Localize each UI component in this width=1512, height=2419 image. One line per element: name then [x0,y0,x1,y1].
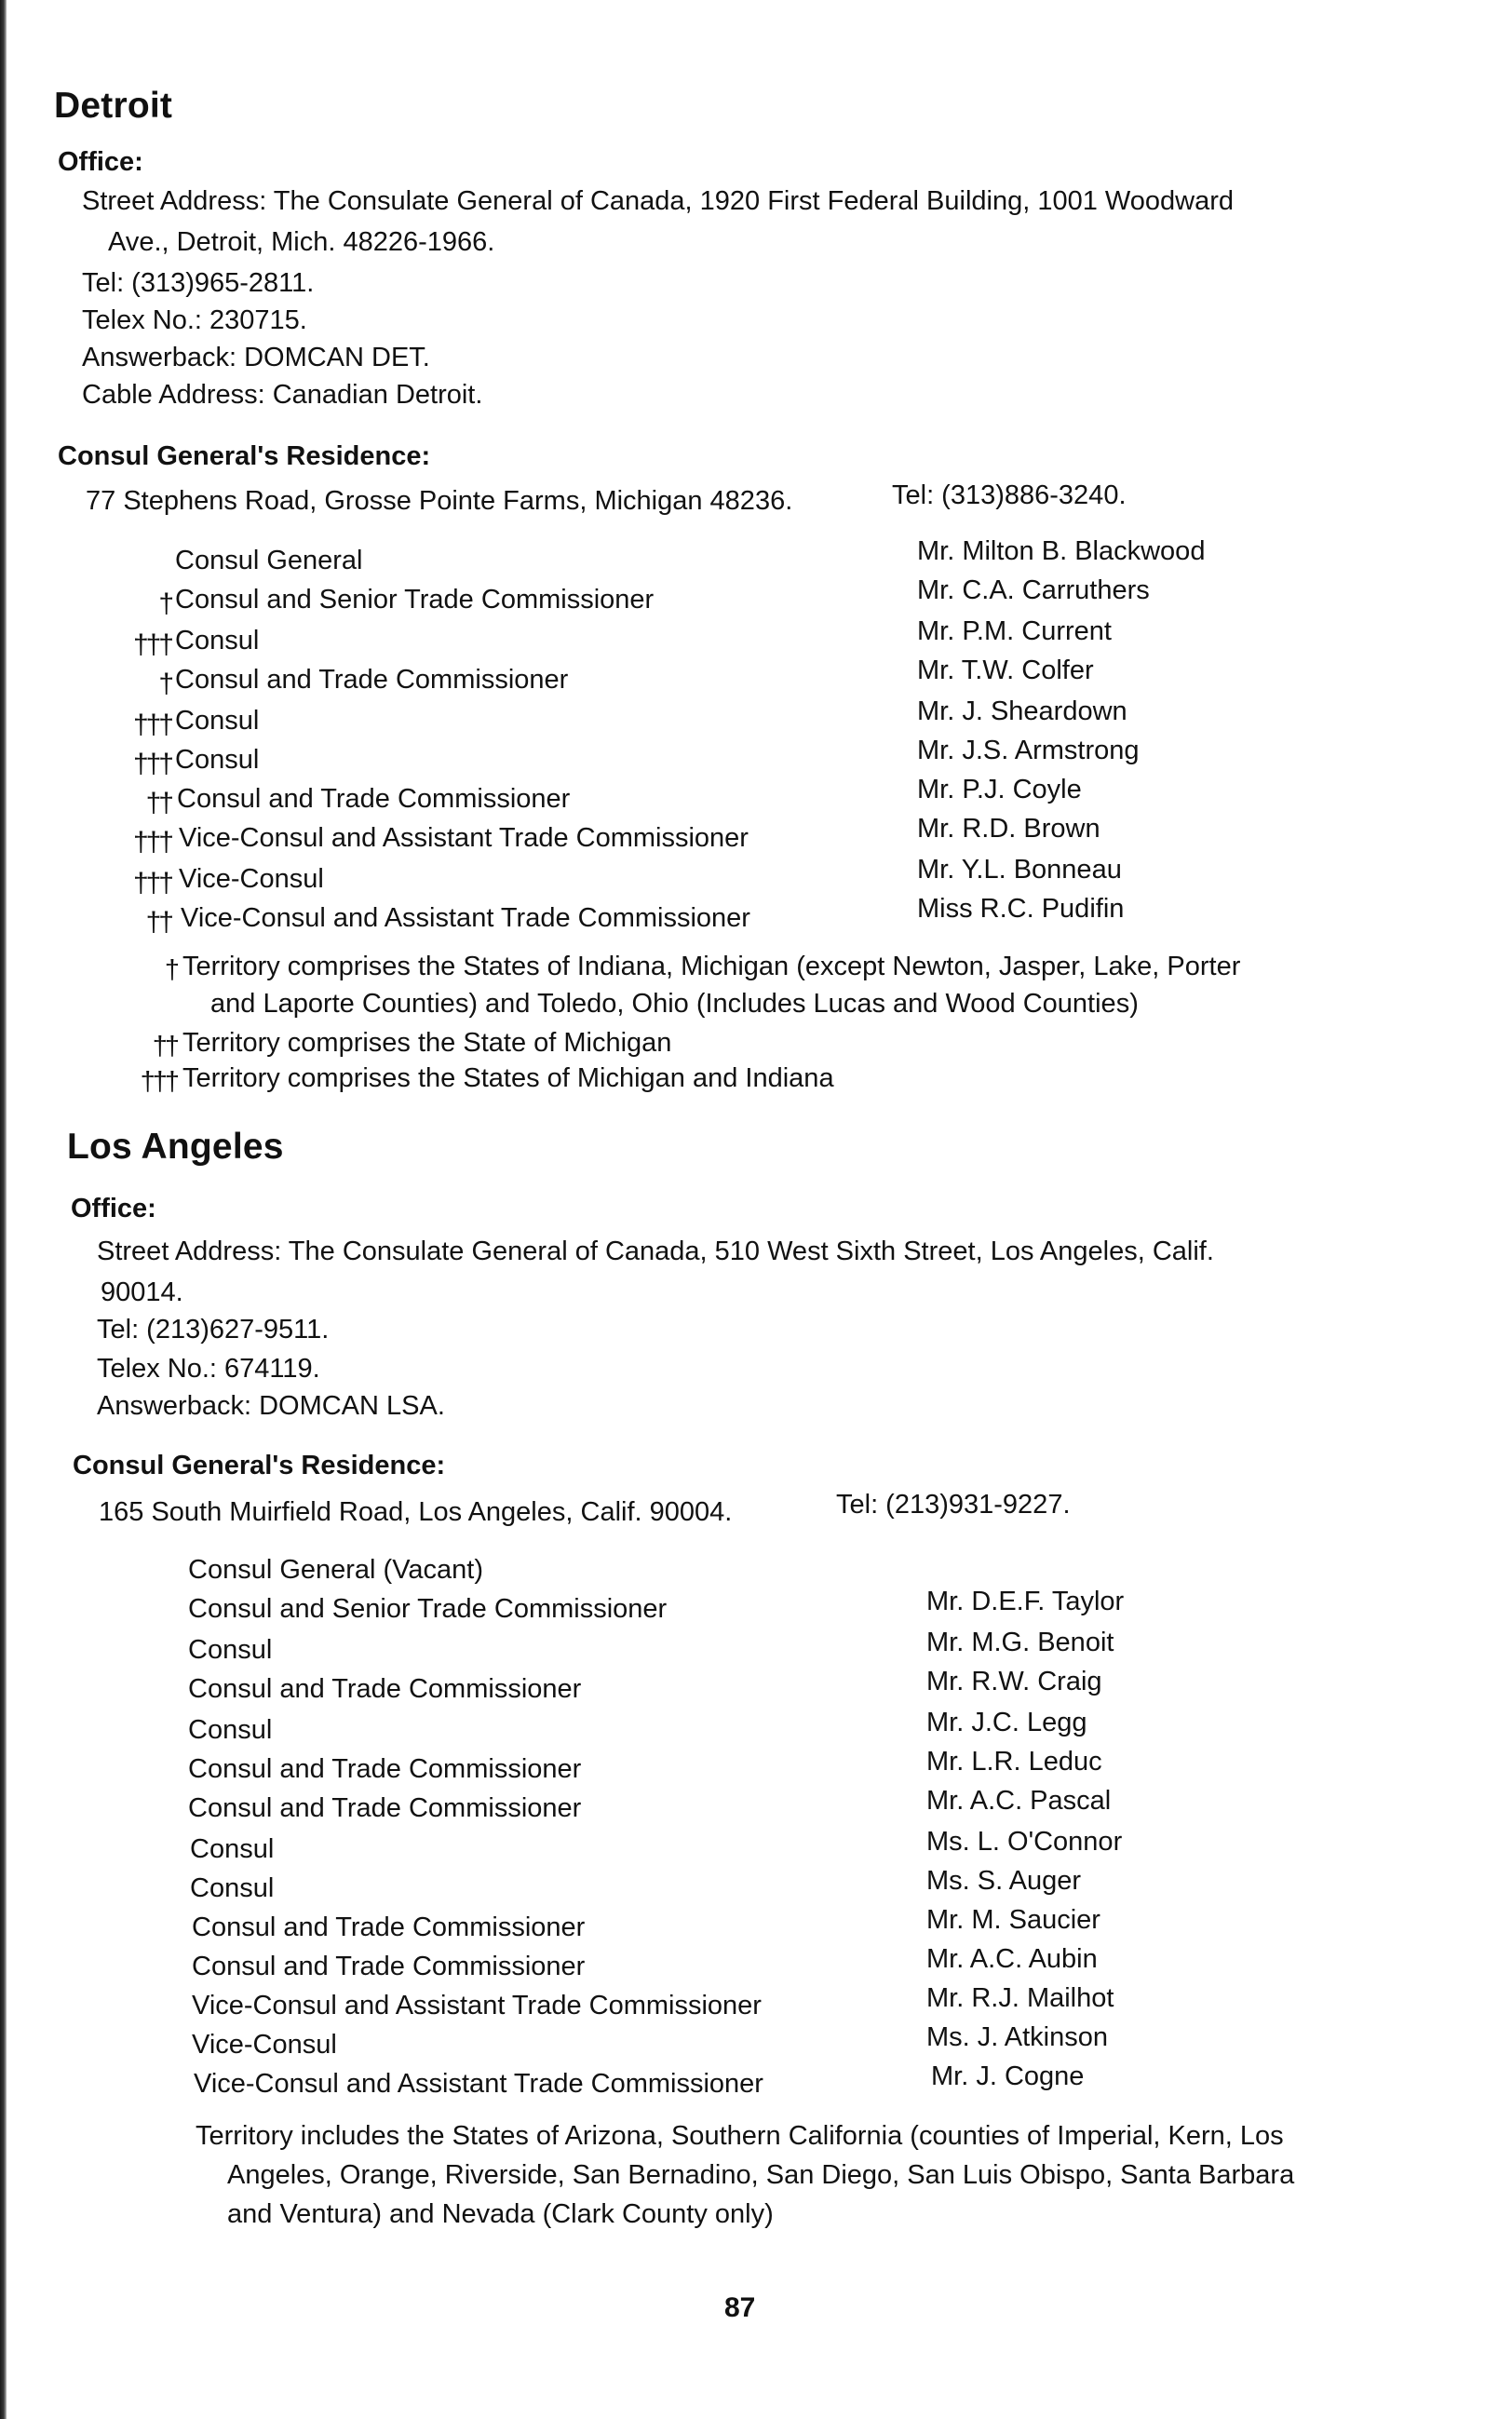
staff-role: Consul and Trade Commissioner [177,784,571,814]
la-residence-address: 165 South Muirfield Road, Los Angeles, Calif. 90004. [99,1497,733,1527]
staff-name: Mr. J. Cogne [931,2061,1085,2091]
footnote-mark: ††† [132,868,171,899]
footnote-mark: †† [152,1032,177,1061]
staff-name: Mr. J.S. Armstrong [917,736,1140,765]
staff-role: Consul and Trade Commissioner [192,1952,586,1981]
staff-name: Miss R.C. Pudifin [917,894,1125,924]
staff-role: Consul and Trade Commissioner [175,665,569,695]
staff-role: Consul and Trade Commissioner [188,1793,582,1823]
city-heading-los-angeles: Los Angeles [67,1127,284,1167]
footnote-mark: ††† [132,749,171,779]
staff-role: Vice-Consul [192,2030,337,2060]
la-territory-line: Territory includes the States of Arizona, Southern California (counties of Imperial, Kern, Los [196,2121,1284,2151]
staff-name: Mr. M. Saucier [926,1905,1100,1935]
staff-role: Consul and Trade Commissioner [188,1674,582,1704]
page-number: 87 [724,2292,756,2323]
staff-name: Mr. R.W. Craig [926,1667,1102,1696]
staff-role: Consul [188,1635,273,1665]
staff-role: Consul [188,1715,273,1745]
staff-role: Consul [175,706,260,736]
footnote-mark: † [158,588,171,619]
la-territory-line: Angeles, Orange, Riverside, San Bernadino, San Diego, San Luis Obispo, Santa Barbara [227,2160,1295,2190]
footnote-text: Territory comprises the State of Michigan [182,1028,672,1058]
staff-name: Ms. J. Atkinson [926,2022,1109,2052]
staff-name: Mr. R.J. Mailhot [926,1983,1114,2013]
detroit-residence-address: 77 Stephens Road, Grosse Pointe Farms, Michigan 48236. [86,486,793,516]
la-office-line: Answerback: DOMCAN LSA. [97,1391,445,1421]
staff-name: Mr. T.W. Colfer [917,655,1094,685]
la-residence-label: Consul General's Residence: [73,1451,446,1480]
staff-role: Consul [175,626,260,655]
staff-name: Mr. Y.L. Bonneau [917,855,1122,885]
footnote-mark: ††† [132,629,171,660]
staff-role: Consul [190,1873,275,1903]
detroit-office-line: Street Address: The Consulate General of Canada, 1920 First Federal Building, 1001 Woodward [82,186,1234,216]
footnote-mark: † [164,955,177,985]
staff-role: Consul and Senior Trade Commissioner [188,1594,668,1624]
detroit-residence-label: Consul General's Residence: [58,441,431,471]
staff-name: Mr. A.C. Aubin [926,1944,1098,1974]
staff-name: Ms. L. O'Connor [926,1827,1123,1857]
staff-role: Consul [190,1834,275,1864]
staff-role: Vice-Consul [179,864,324,894]
detroit-office-line: Cable Address: Canadian Detroit. [82,380,483,410]
la-residence-tel: Tel: (213)931-9227. [836,1490,1071,1520]
staff-name: Mr. C.A. Carruthers [917,575,1150,605]
detroit-residence-tel: Tel: (313)886-3240. [892,480,1127,510]
staff-role: Consul and Trade Commissioner [188,1754,582,1784]
detroit-office-label: Office: [58,147,143,177]
staff-role: Vice-Consul and Assistant Trade Commissioner [179,823,749,853]
staff-name: Mr. Milton B. Blackwood [917,536,1206,566]
detroit-office-line: Ave., Detroit, Mich. 48226-1966. [108,227,495,257]
footnote-mark: ††† [132,709,171,740]
la-territory-line: and Ventura) and Nevada (Clark County only) [227,2199,774,2229]
staff-name: Mr. P.M. Current [917,616,1112,646]
detroit-office-line: Tel: (313)965-2811. [82,268,315,298]
staff-name: Mr. M.G. Benoit [926,1628,1114,1657]
footnote-mark: †† [145,788,171,818]
staff-role: Consul General [175,546,363,575]
footnote-text-continued: and Laporte Counties) and Toledo, Ohio (Includes Lucas and Wood Counties) [210,989,1139,1019]
footnote-mark: † [158,669,171,699]
staff-name: Mr. R.D. Brown [917,814,1100,844]
detroit-office-line: Telex No.: 230715. [82,305,307,335]
staff-name: Mr. J. Sheardown [917,696,1127,726]
staff-name: Mr. A.C. Pascal [926,1786,1112,1816]
city-heading-detroit: Detroit [54,86,173,126]
la-office-line: Telex No.: 674119. [97,1354,320,1384]
la-office-line: 90014. [101,1277,183,1307]
staff-role: Consul [175,745,260,775]
footnote-mark: ††† [140,1067,177,1097]
staff-role: Consul and Senior Trade Commissioner [175,585,655,615]
staff-name: Mr. P.J. Coyle [917,775,1082,804]
la-office-line: Tel: (213)627-9511. [97,1315,330,1345]
footnote-mark: ††† [132,827,171,858]
staff-role: Vice-Consul and Assistant Trade Commissioner [194,2069,763,2099]
la-office-label: Office: [71,1194,156,1223]
staff-role: Consul General (Vacant) [188,1555,484,1585]
la-office-line: Street Address: The Consulate General of Canada, 510 West Sixth Street, Los Angeles, Calif. [97,1237,1214,1266]
staff-role: Consul and Trade Commissioner [192,1912,586,1942]
staff-name: Mr. J.C. Legg [926,1708,1087,1737]
footnote-mark: †† [145,907,171,938]
staff-role: Vice-Consul and Assistant Trade Commissioner [181,903,750,933]
staff-name: Mr. L.R. Leduc [926,1747,1102,1777]
staff-name: Mr. D.E.F. Taylor [926,1587,1125,1616]
staff-name: Ms. S. Auger [926,1866,1082,1896]
footnote-text: Territory comprises the States of Indiana, Michigan (except Newton, Jasper, Lake, Porter [182,952,1241,981]
staff-role: Vice-Consul and Assistant Trade Commissioner [192,1991,762,2020]
footnote-text: Territory comprises the States of Michigan and Indiana [182,1063,834,1093]
detroit-office-line: Answerback: DOMCAN DET. [82,343,430,372]
